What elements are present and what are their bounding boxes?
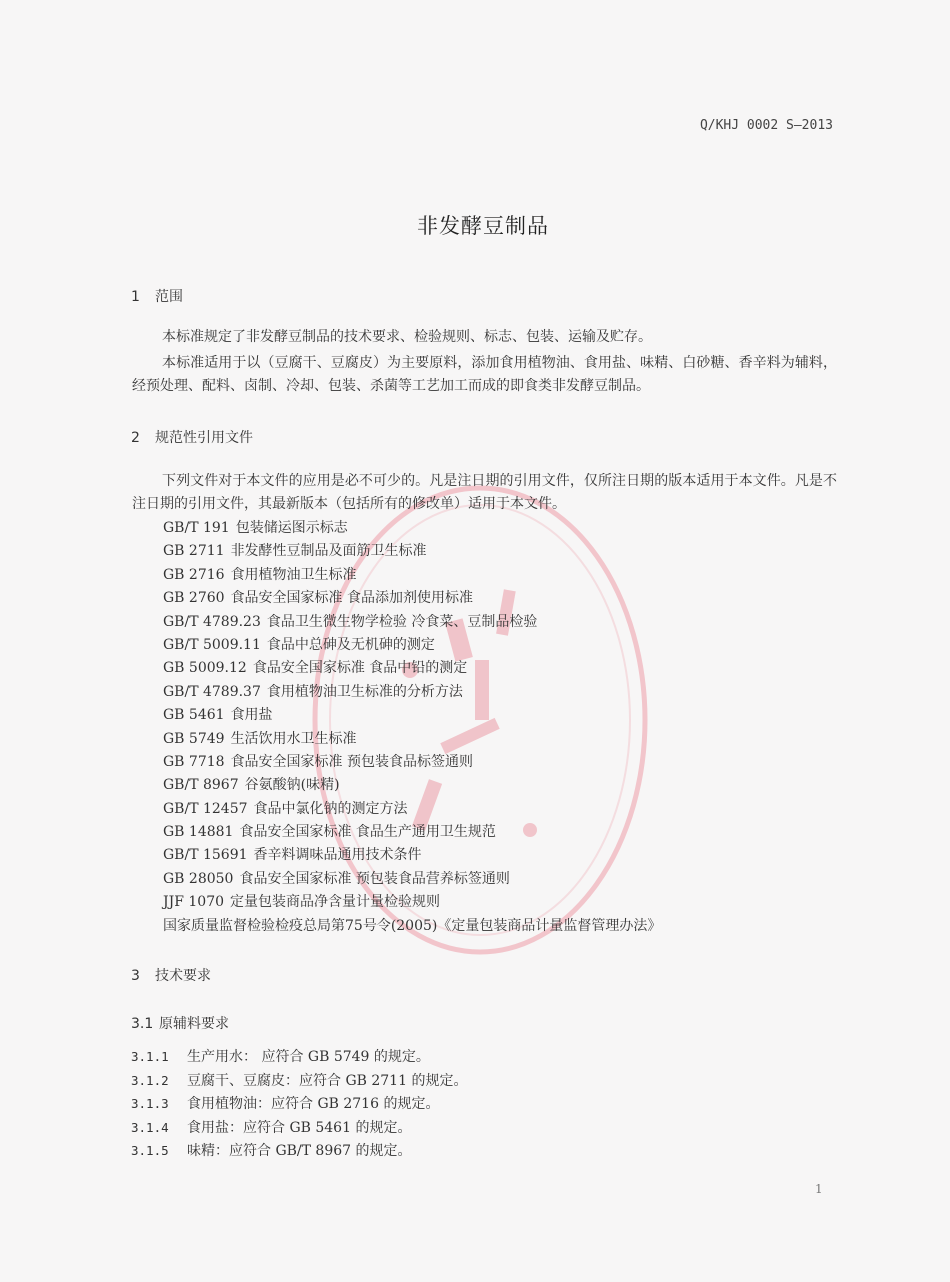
- document-title: 非发酵豆制品: [417, 214, 549, 238]
- subsection-number: 3.1: [131, 1016, 154, 1032]
- requirement-item: 3.1.3 食用植物油：应符合 GB 2716 的规定。: [131, 1096, 440, 1112]
- reference-item: GB 2760 食品安全国家标准 食品添加剂使用标准: [163, 590, 474, 607]
- subsection-3-1-heading: [131, 1013, 229, 1033]
- reference-item: GB/T 4789.23 食品卫生微生物学检验 冷食菜、豆制品检验: [163, 613, 538, 630]
- reference-item: GB/T 15691 香辛料调味品通用技术条件: [163, 847, 422, 864]
- section-2-heading: [131, 427, 253, 447]
- reference-list: [163, 517, 661, 938]
- requirement-list: [131, 1045, 467, 1163]
- section-title: 技术要求: [155, 968, 211, 984]
- scope-paragraph-2: 本标准适用于以（豆腐干、豆腐皮）为主要原料，添加食用植物油、食用盐、味精、白砂糖、香辛料为辅料，经预处理、配料、卤制、冷却、包装、杀菌等工艺加工而成的即食类非发酵豆制品。: [132, 355, 837, 394]
- reference-item: GB 2711 非发酵性豆制品及面筋卫生标准: [163, 543, 427, 560]
- requirement-item: 3.1.2 豆腐干、豆腐皮：应符合 GB 2711 的规定。: [131, 1072, 468, 1089]
- reference-item: GB 5749 生活饮用水卫生标准: [163, 730, 357, 747]
- reference-item: GB/T 5009.11 食品中总砷及无机砷的测定: [163, 636, 435, 653]
- reference-item: GB 5009.12 食品安全国家标准 食品中铅的测定: [163, 660, 468, 677]
- reference-item: GB 7718 食品安全国家标准 预包装食品标签通则: [163, 753, 474, 770]
- section-number: 2: [131, 430, 140, 446]
- page-number: 1: [815, 1182, 823, 1196]
- section-number: 3: [131, 968, 140, 984]
- requirement-item: 3.1.4 食用盐：应符合 GB 5461 的规定。: [131, 1119, 412, 1136]
- reference-item: GB 28050 食品安全国家标准 预包装食品营养标签通则: [163, 870, 510, 887]
- section-1-heading: [131, 286, 183, 306]
- requirement-item: 3.1.1 生产用水： 应符合 GB 5749 的规定。: [131, 1049, 430, 1065]
- requirement-item: 3.1.5 味精：应符合 GB/T 8967 的规定。: [131, 1143, 412, 1159]
- reference-item: GB 5461 食用盐: [163, 707, 273, 724]
- section-3-heading: [131, 965, 211, 985]
- reference-item: GB 14881 食品安全国家标准 食品生产通用卫生规范: [163, 824, 496, 841]
- reference-item: GB/T 4789.37 食用植物油卫生标准的分析方法: [163, 683, 463, 700]
- reference-item: 国家质量监督检验检疫总局第75号令(2005)《定量包装商品计量监督管理办法》: [163, 917, 662, 934]
- section-number: 1: [131, 289, 140, 305]
- reference-item: GB/T 191 包装储运图示标志: [163, 520, 348, 536]
- reference-item: GB/T 12457 食品中氯化钠的测定方法: [163, 800, 408, 817]
- section-title: 规范性引用文件: [155, 430, 253, 446]
- subsection-title: 原辅料要求: [159, 1016, 229, 1032]
- reference-item: GB/T 8967 谷氨酸钠(味精): [163, 777, 340, 794]
- section-title: 范围: [155, 289, 183, 305]
- reference-item: JJF 1070 定量包装商品净含量计量检验规则: [163, 894, 441, 911]
- document-code: Q/KHJ 0002 S—2013: [699, 118, 833, 133]
- references-intro: 下列文件对于本文件的应用是必不可少的。凡是注日期的引用文件，仅所注日期的版本适用于本文件。凡是不注日期的引用文件，其最新版本（包括所有的修改单）适用于本文件。: [132, 473, 837, 512]
- reference-item: GB 2716 食用植物油卫生标准: [163, 566, 357, 583]
- scope-paragraph-1: 本标准规定了非发酵豆制品的技术要求、检验规则、标志、包装、运输及贮存。: [162, 329, 652, 345]
